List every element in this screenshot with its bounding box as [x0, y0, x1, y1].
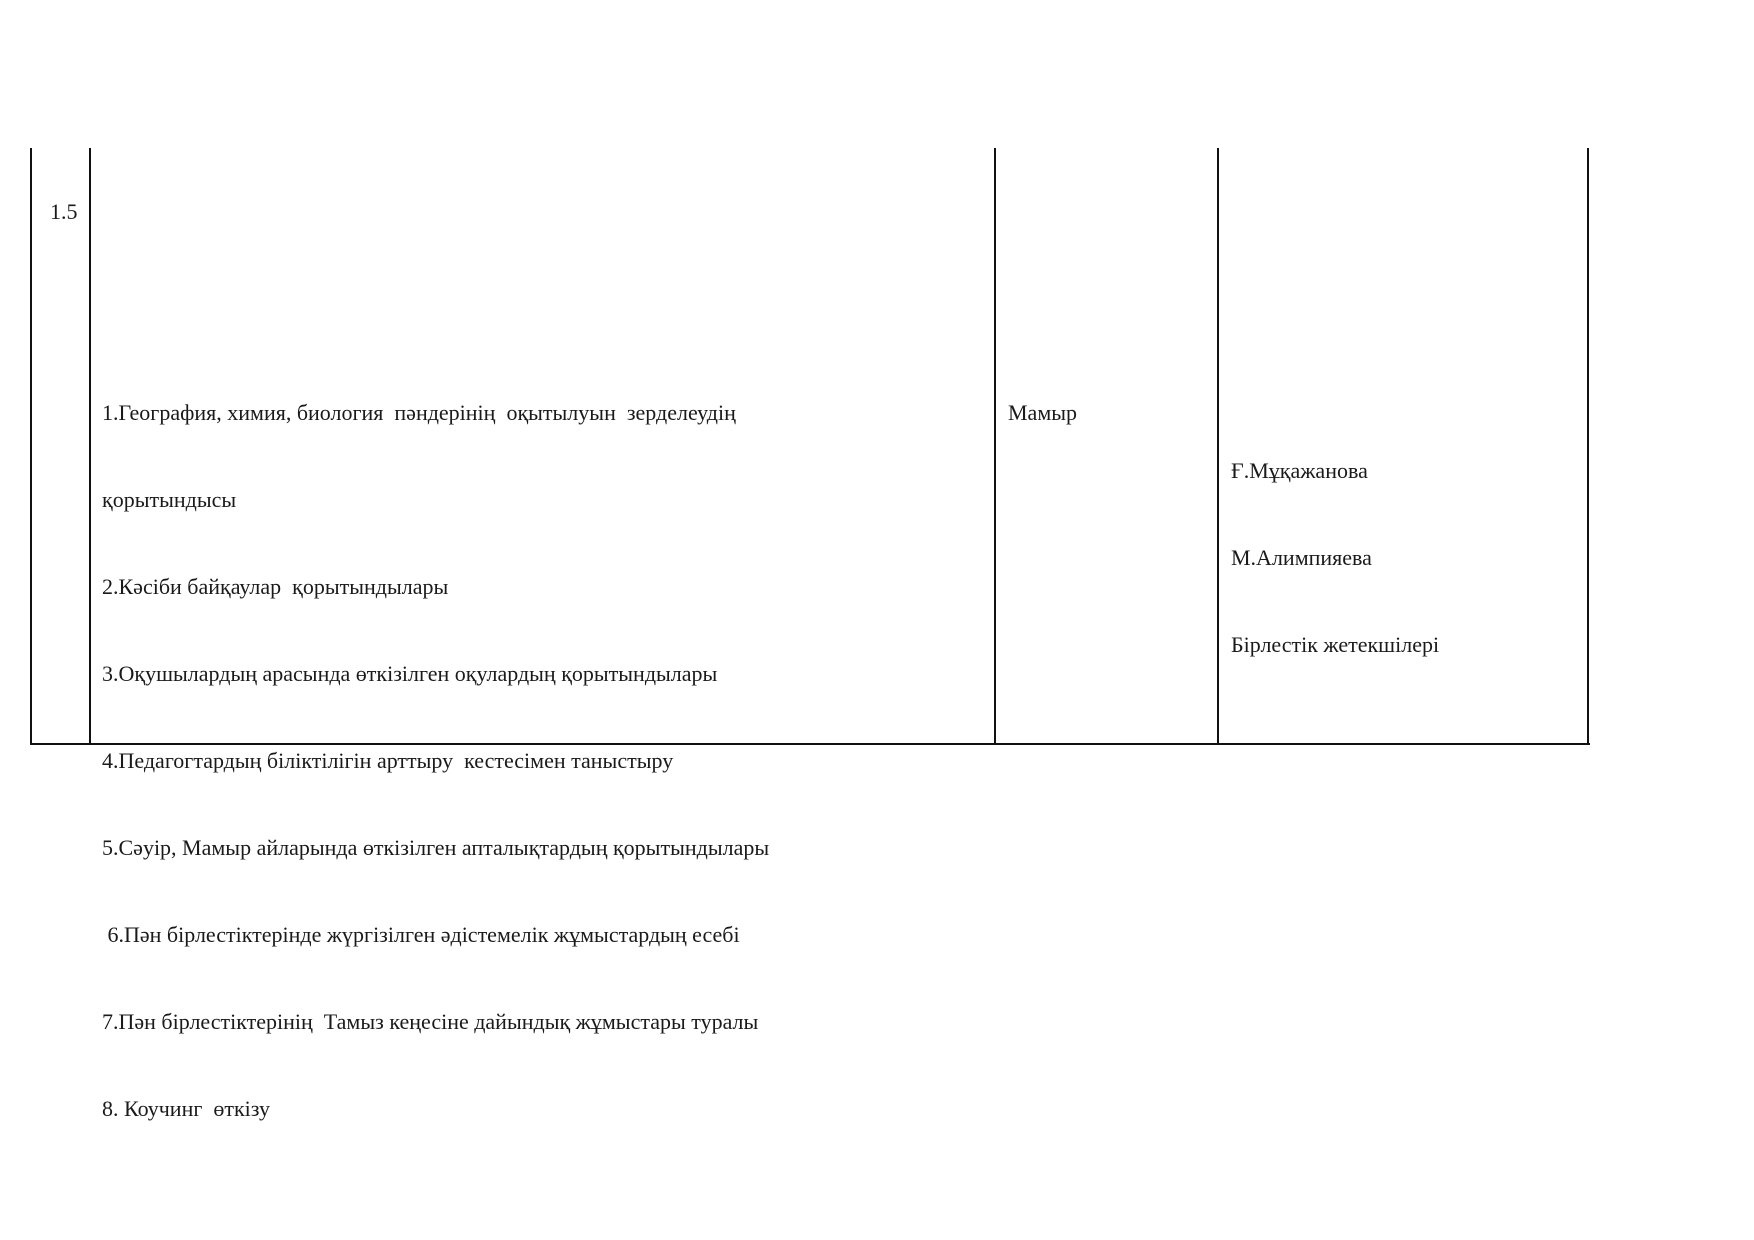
content-line: 5.Сәуір, Мамыр айларында өткізілген апталықтардың қорытындылары [102, 835, 770, 860]
responsible-person: Бірлестік жетекшілері [1231, 632, 1440, 657]
table-border-left [30, 148, 32, 745]
row-month: Мамыр [1008, 400, 1078, 425]
content-line: 2.Кәсіби байқаулар қорытындылары [102, 574, 449, 599]
content-line: 8. Коучинг өткізу [102, 1096, 271, 1121]
content-line: 7.Пән бірлестіктерінің Тамыз кеңесіне дайындық жұмыстары туралы [102, 1009, 759, 1034]
plan-table [30, 148, 1590, 1121]
table-divider-number [89, 148, 91, 745]
row-number: 1.5 [50, 199, 78, 224]
responsible-person: Ғ.Мұқажанова [1231, 458, 1368, 483]
content-line: 4.Педагогтардың біліктілігін арттыру кестесімен таныстыру [102, 748, 674, 773]
row-content-cell [102, 340, 769, 1181]
content-line: қорытындысы [102, 487, 237, 512]
row-responsible-cell [1231, 398, 1439, 717]
table-divider-month [1217, 148, 1219, 745]
content-line: 3.Оқушылардың арасында өткізілген оқулардың қорытындылары [102, 661, 718, 686]
table-border-right [1587, 148, 1589, 745]
content-line: 1.География, химия, биология пәндерінің оқытылуын зерделеудің [102, 400, 736, 425]
table-divider-content [994, 148, 996, 745]
responsible-person: М.Алимпияева [1231, 545, 1372, 570]
content-line: 6.Пән бірлестіктерінде жүргізілген әдістемелік жұмыстардың есебі [102, 922, 740, 947]
